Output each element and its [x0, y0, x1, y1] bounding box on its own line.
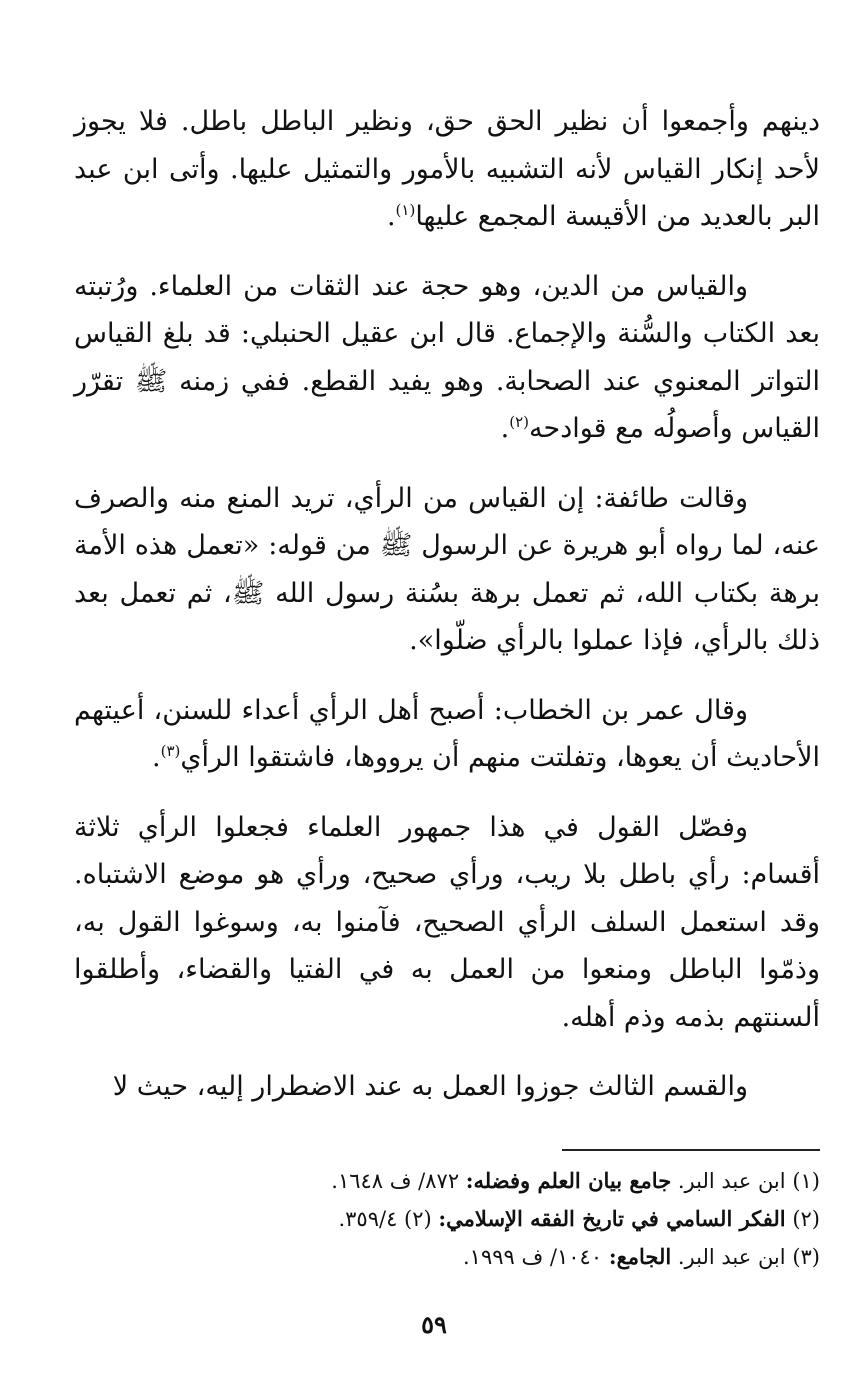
footnote-item — [74, 1238, 820, 1276]
paragraph — [74, 687, 820, 782]
footnote-source: الجامع: — [608, 1244, 672, 1269]
footnote-item — [74, 1162, 820, 1200]
paragraph-text: وقال عمر بن الخطاب: أصبح أهل الرأي أعداء للسنن، أعيتهم الأحاديث أن يعوها، وتفلتت منهم أن يرووها، فاشتقوا الرأي — [74, 694, 820, 773]
paragraph-text: وفصّل القول في هذا جمهور العلماء فجعلوا الرأي ثلاثة أقسام: رأي باطل بلا ريب، ورأي صحيح، ورأي هو موضع الاشتباه. وقد استعمل السلف الرأي الصحيح، فآمنوا به، وسوغوا القول به، وذمّوا الباطل ومنعوا من العمل به في الفتيا والقضاء، وأطلقوا ألسنتهم بذمه وذم أهله. — [74, 811, 820, 1033]
paragraph — [74, 263, 820, 453]
paragraph-text: وقالت طائفة: إن القياس من الرأي، تريد المنع منه والصرف عنه، لما رواه أبو هريرة عن الرسول ﷺ من قوله: «تعمل هذه الأمة برهة بكتاب الله، ثم تعمل برهة بسُنة رسول الله ﷺ، ثم تعمل بعد ذلك بالرأي، فإذا عملوا بالرأي ضلّوا». — [74, 482, 820, 656]
footnote-number: (٢) — [792, 1207, 820, 1231]
footnote-location: ١٠٤٠/ ف ١٩٩٩. — [462, 1245, 603, 1269]
footnote-reference[interactable]: (١) — [395, 201, 416, 219]
paragraph-text: دينهم وأجمعوا أن نظير الحق حق، ونظير الباطل باطل. فلا يجوز لأحد إنكار القياس لأنه التشبيه بالأمور والتمثيل عليها. وأتى ابن عبد البر بالعديد من الأقيسة المجمع عليها — [74, 106, 820, 232]
footnote-author: ابن عبد البر. — [677, 1169, 786, 1193]
paragraph — [74, 1063, 820, 1111]
footnote-reference[interactable]: (٣) — [160, 742, 181, 760]
footnotes — [74, 1162, 820, 1276]
page-number: ٥٩ — [421, 1310, 447, 1339]
main-text — [74, 98, 820, 1133]
footnote-author: ابن عبد البر. — [677, 1245, 786, 1269]
paragraph-end: . — [151, 742, 161, 773]
footnote-reference[interactable]: (٢) — [509, 413, 530, 431]
footnote-source: جامع بيان العلم وفضله: — [465, 1168, 672, 1193]
paragraph — [74, 804, 820, 1042]
footnote-item — [74, 1200, 820, 1238]
paragraph-text: والقياس من الدين، وهو حجة عند الثقات من العلماء. ورُتبته بعد الكتاب والسُّنة والإجماع. قال ابن عقيل الحنبلي: قد بلغ القياس التواتر المعنوي عند الصحابة. وهو يفيد القطع. ففي زمنه ﷺ تقرّر القياس وأصولُه مع قوادحه — [74, 270, 820, 444]
footnote-separator — [562, 1149, 820, 1151]
footnote-location: (٢) ٣٥٩/٤. — [338, 1207, 432, 1231]
footnote-number: (١) — [792, 1169, 820, 1193]
paragraph-end: . — [500, 413, 510, 444]
paragraph — [74, 475, 820, 665]
paragraph — [74, 98, 820, 241]
footnote-location: ٨٧٢/ ف ١٦٤٨. — [331, 1169, 460, 1193]
paragraph-end: . — [386, 201, 396, 232]
footnote-source: الفكر السامي في تاريخ الفقه الإسلامي: — [438, 1206, 786, 1231]
footnote-number: (٣) — [792, 1245, 820, 1269]
paragraph-text: والقسم الثالث جوزوا العمل به عند الاضطرار إليه، حيث لا — [112, 1071, 748, 1102]
